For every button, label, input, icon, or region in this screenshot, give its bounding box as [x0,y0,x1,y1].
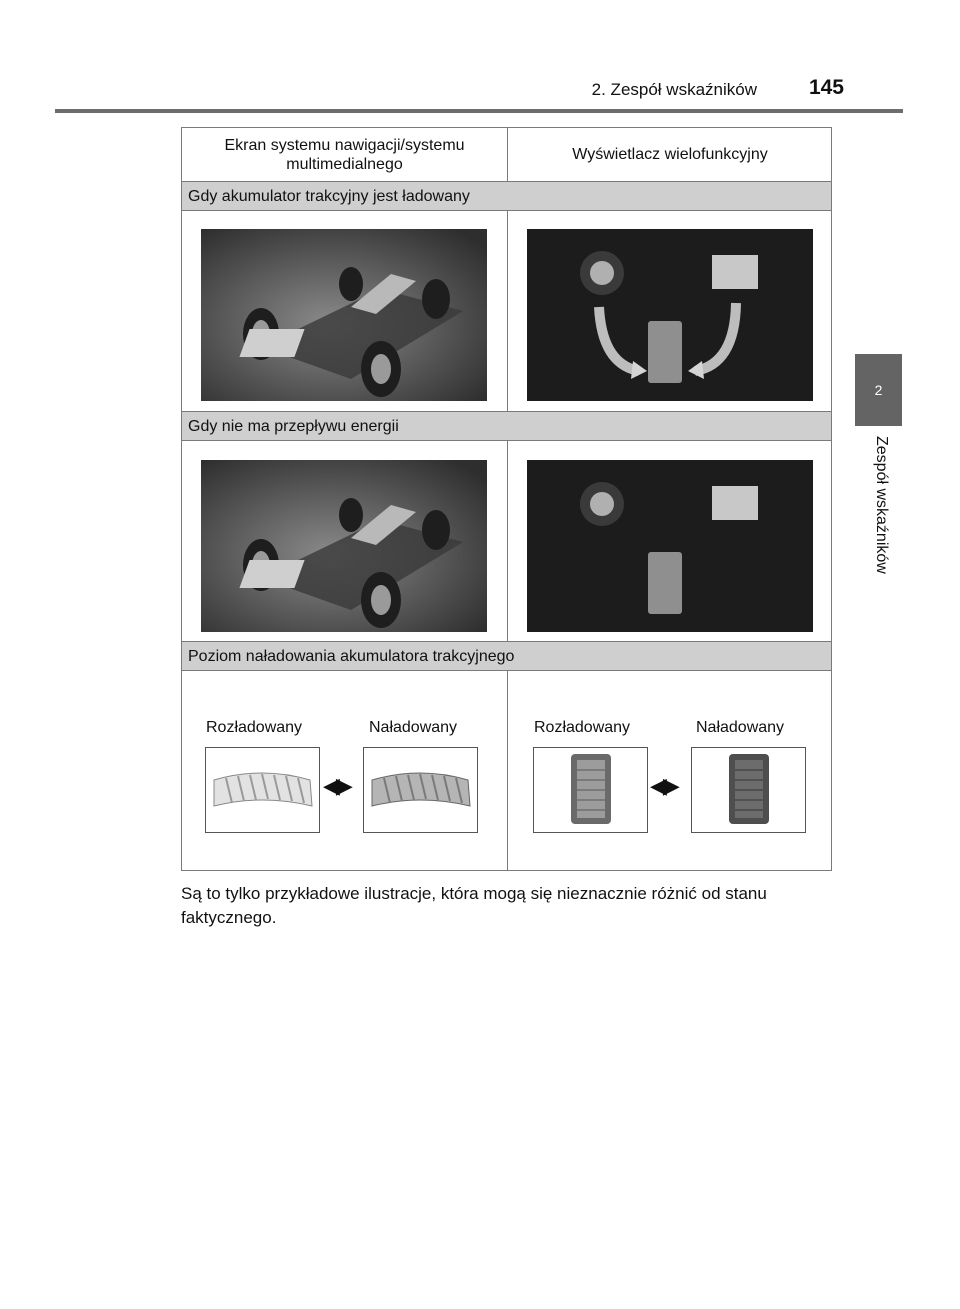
battery-charged-nav [363,747,478,833]
label-charged-right: Naładowany [696,719,785,736]
chapter-tab[interactable] [855,354,902,426]
chapter-side-label: Zespół wskaźników [873,436,890,574]
illustration-disclaimer: Są to tylko przykładowe ilustracje, która mogą się nieznacznie różnić od stanu faktycznego. [181,884,767,927]
page-number: 145 [808,76,844,99]
column-divider [507,671,508,870]
column-divider [507,128,508,181]
row-title-charging: Gdy akumulator trakcyjny jest ładowany [182,181,831,211]
battery-discharged-multi [533,747,648,833]
label-discharged-right: Rozładowany [534,719,631,736]
header-section-title: 2. Zespół wskaźników [591,80,757,99]
label-discharged-left: Rozładowany [206,719,303,736]
label-charged-left: Naładowany [369,719,458,736]
header-rule [55,109,903,113]
row-title-battery-level: Poziom naładowania akumulatora trakcyjnego [182,641,831,671]
navigation-image-no-flow [201,460,487,632]
column-header-navigation: Ekran systemu nawigacji/systemu multimedialnego [224,136,465,173]
double-arrow-icon: ◀▶ [323,773,349,798]
multi-info-image-no-flow [527,460,813,632]
multi-info-image-charging [527,229,813,401]
battery-discharged-nav [205,747,320,833]
column-header-multi-info: Wyświetlacz wielofunkcyjny [572,146,768,163]
column-divider [507,441,508,641]
navigation-image-charging [201,229,487,401]
row-title-no-energy-flow: Gdy nie ma przepływu energii [182,411,831,441]
column-divider [507,211,508,411]
battery-charged-multi [691,747,806,833]
chapter-tab-number: 2 [874,382,883,398]
energy-monitor-table [181,127,832,871]
double-arrow-icon: ◀▶ [650,773,676,798]
